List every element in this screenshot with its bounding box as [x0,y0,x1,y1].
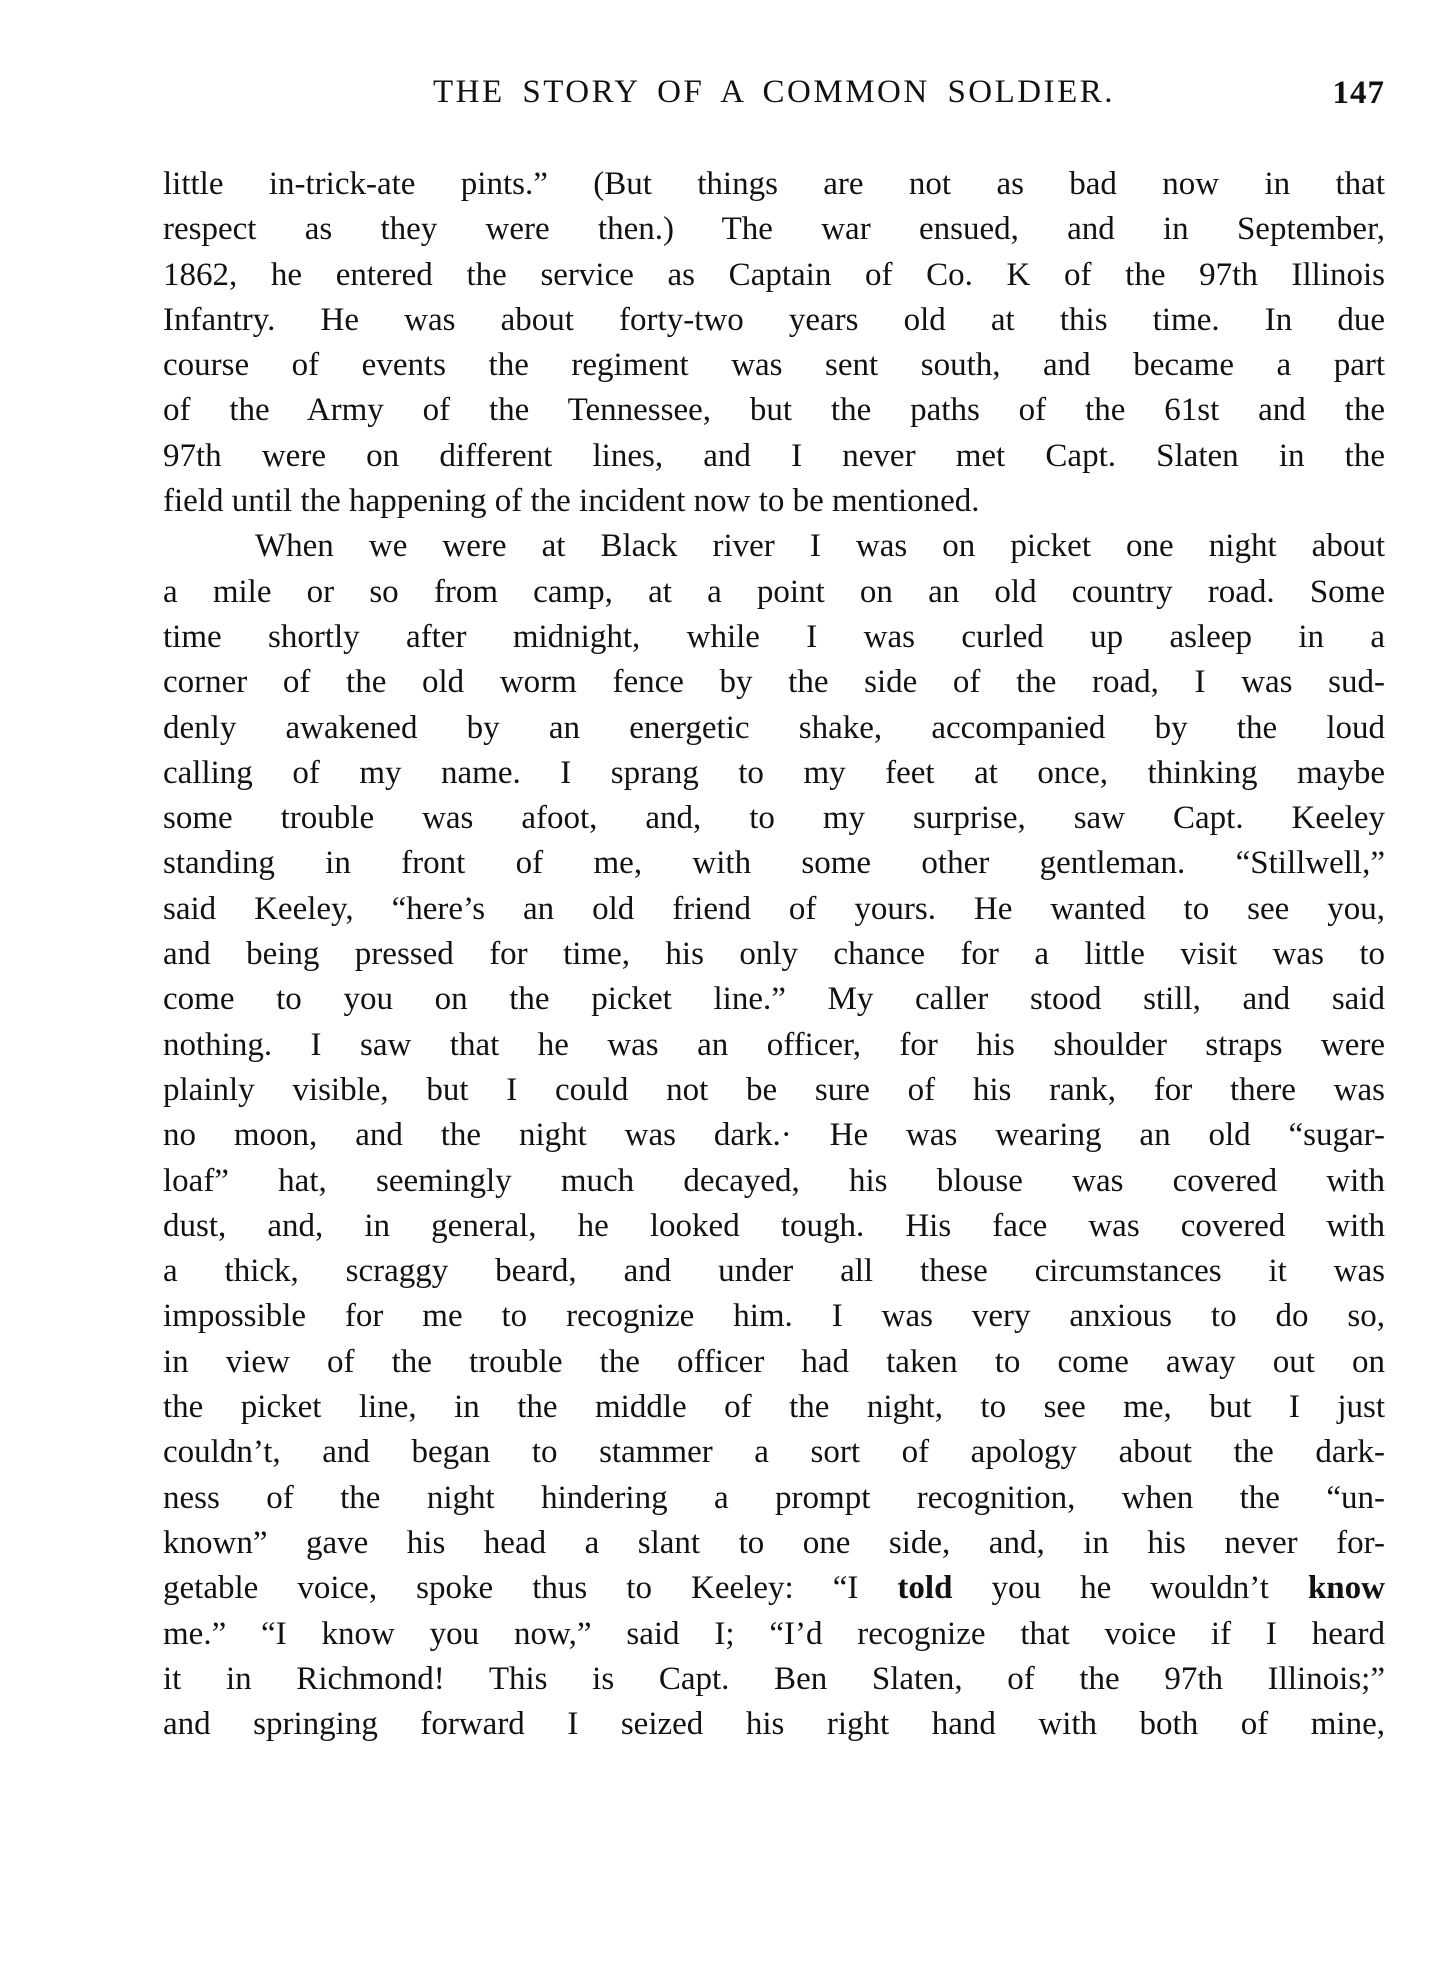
text-line: plainly visible, but I could not be sure of his rank, for there was [163,1071,1385,1108]
text-line: a thick, scraggy beard, and under all these circumstances it was [163,1253,1385,1290]
text-line: little in-trick-ate pints.” (But things are not as bad now in that [163,166,1385,202]
text-line: and being pressed for time, his only chance for a little visit was to [163,936,1385,973]
text-line: some trouble was afoot, and, to my surprise, saw Capt. Keeley [163,800,1385,837]
text-line: it in Richmond! This is Capt. Ben Slaten, of the 97th Illinois;” [163,1660,1385,1697]
text-line: Infantry. He was about forty-two years old at this time. In due [163,301,1385,338]
text-line: corner of the old worm fence by the side of the road, I was sud- [163,664,1385,701]
page-header [163,74,1385,120]
text-line: and springing forward I seized his right hand with both of mine, [163,1706,1385,1743]
text-line: 1862, he entered the service as Captain of Co. K of the 97th Illinois [163,256,1385,293]
text-line: a mile or so from camp, at a point on an old country road. Some [163,573,1385,610]
text-line: getable voice, spoke thus to Keeley: “I told you he wouldn’t know [163,1570,1385,1607]
text-line: standing in front of me, with some other gentleman. “Stillwell,” [163,845,1385,882]
text-line: time shortly after midnight, while I was curled up asleep in a [163,618,1385,655]
text-line: 97th were on different lines, and I never met Capt. Slaten in the [163,437,1385,474]
text-line: loaf” hat, seemingly much decayed, his blouse was covered with [163,1162,1385,1199]
text-line: in view of the trouble the officer had taken to come away out on [163,1343,1385,1380]
text-line: of the Army of the Tennessee, but the paths of the 61st and the [163,392,1385,429]
text-line: dust, and, in general, he looked tough. His face was covered with [163,1207,1385,1244]
text-line: said Keeley, “here’s an old friend of yours. He wanted to see you, [163,890,1385,927]
text-line: field until the happening of the incident now to be mentioned. [163,483,980,520]
page-number: 147 [1332,75,1385,111]
text-line: respect as they were then.) The war ensued, and in September, [163,211,1385,248]
text-line: come to you on the picket line.” My caller stood still, and said [163,981,1385,1018]
text-line: nothing. I saw that he was an officer, for his shoulder straps were [163,1026,1385,1063]
text-lines [163,162,1385,1747]
text-line: the picket line, in the middle of the night, to see me, but I just [163,1389,1385,1426]
text-line: known” gave his head a slant to one side, and, in his never for- [163,1524,1385,1561]
text-line: no moon, and the night was dark.· He was wearing an old “sugar- [163,1117,1385,1154]
text-line: couldn’t, and began to stammer a sort of apology about the dark- [163,1434,1385,1471]
text-line: When we were at Black river I was on picket one night about [255,528,1385,565]
text-line: me.” “I know you now,” said I; “I’d recognize that voice if I heard [163,1615,1385,1652]
text-line: denly awakened by an energetic shake, accompanied by the loud [163,709,1385,746]
text-line: calling of my name. I sprang to my feet at once, thinking maybe [163,754,1385,791]
text-line: course of events the regiment was sent south, and became a part [163,347,1385,384]
running-title: THE STORY OF A COMMON SOLDIER. [432,74,1116,110]
text-line: impossible for me to recognize him. I was very anxious to do so, [163,1298,1385,1335]
text-line: ness of the night hindering a prompt recognition, when the “un- [163,1479,1385,1516]
